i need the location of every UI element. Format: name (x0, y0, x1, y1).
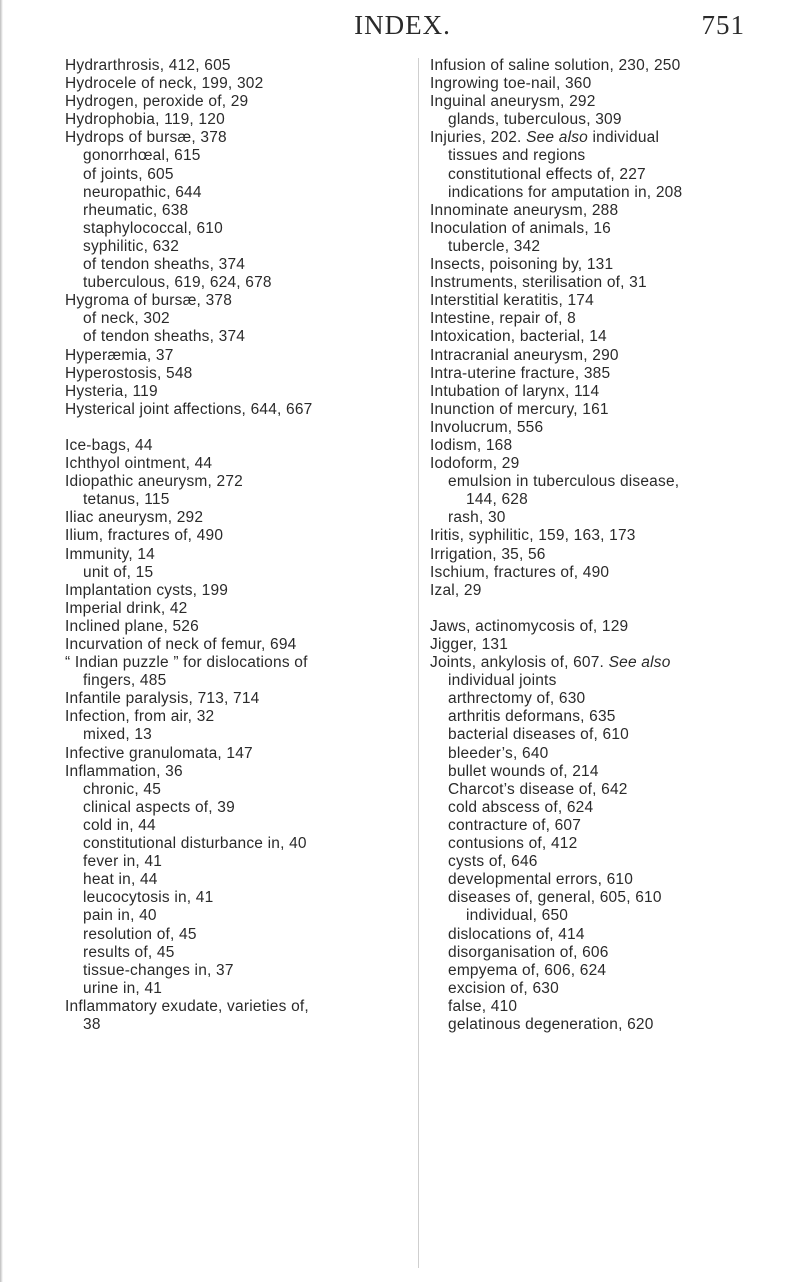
index-entry (430, 437, 770, 455)
section-gap (65, 419, 400, 437)
index-subentry (65, 817, 400, 835)
index-entry (65, 437, 400, 455)
index-subentry (65, 962, 400, 980)
entry-text: Intra-uterine fracture, 385 (430, 364, 611, 382)
entry-text: constitutional effects of, 227 (448, 165, 646, 183)
see-also-reference: See also (526, 129, 588, 147)
entry-text: Infection, from air, 32 (65, 708, 215, 726)
entry-text: results of, 45 (83, 943, 175, 961)
index-subentry (430, 690, 770, 708)
index-subentry (430, 817, 770, 835)
index-entry (430, 328, 770, 346)
index-entry (65, 111, 400, 129)
entry-text: Hydrocele of neck, 199, 302 (65, 75, 264, 93)
index-subentry (65, 1016, 400, 1034)
entry-text: Ilium, fractures of, 490 (65, 527, 224, 545)
entry-text: indications for amputation in, 208 (448, 183, 683, 201)
entry-text: tuberculous, 619, 624, 678 (83, 274, 272, 292)
entry-text: resolution of, 45 (83, 925, 197, 943)
page-title: INDEX. (354, 10, 451, 40)
entry-text: Hydrophobia, 119, 120 (65, 111, 225, 129)
entry-text: Hysteria, 119 (65, 382, 158, 400)
index-entry (430, 365, 770, 383)
index-entry (65, 365, 400, 383)
index-entry (430, 383, 770, 401)
index-entry (65, 600, 400, 618)
entry-text: Hydrarthrosis, 412, 605 (65, 57, 231, 74)
index-entry (65, 129, 400, 147)
page-number: 751 (701, 10, 745, 40)
index-entry (430, 419, 770, 437)
index-entry (65, 383, 400, 401)
entry-text: Ingrowing toe-nail, 360 (430, 75, 592, 93)
entry-text: 144, 628 (466, 491, 528, 509)
entry-text: tubercle, 342 (448, 237, 541, 255)
section-gap (430, 600, 770, 618)
index-subentry (430, 473, 770, 491)
index-subentry (65, 889, 400, 907)
entry-text: Irrigation, 35, 56 (430, 545, 546, 563)
entry-text: empyema of, 606, 624 (448, 961, 607, 979)
entry-text: neuropathic, 644 (83, 183, 202, 201)
index-subentry (430, 781, 770, 799)
entry-text: tissues and regions (448, 147, 586, 165)
index-subentry (65, 781, 400, 799)
entry-text: Jaws, actinomycosis of, 129 (430, 617, 629, 635)
index-subentry (430, 491, 770, 509)
index-subentry (430, 726, 770, 744)
index-subentry (430, 509, 770, 527)
index-subentry (430, 799, 770, 817)
entry-text: Incurvation of neck of femur, 694 (65, 636, 297, 653)
entry-text: excision of, 630 (448, 979, 559, 997)
entry-text: Idiopathic aneurysm, 272 (65, 473, 243, 491)
index-subentry (65, 310, 400, 328)
entry-text: Iliac aneurysm, 292 (65, 509, 204, 527)
index-entry (65, 401, 400, 419)
index-subentry (430, 147, 770, 165)
index-entry (430, 274, 770, 292)
entry-text: fever in, 41 (83, 853, 163, 871)
entry-text: Joints, ankylosis of, 607. (430, 654, 605, 672)
index-entry (430, 564, 770, 582)
index-subentry (65, 274, 400, 292)
index-subentry (430, 763, 770, 781)
index-subentry (430, 166, 770, 184)
index-entry (65, 347, 400, 365)
index-subentry (65, 907, 400, 925)
index-entry (65, 998, 400, 1016)
index-entry (65, 292, 400, 310)
entry-text: of joints, 605 (83, 165, 174, 183)
entry-text: Inguinal aneurysm, 292 (430, 93, 596, 111)
entry-text: Infective granulomata, 147 (65, 744, 253, 762)
index-column-left (65, 57, 400, 1034)
index-subentry (430, 835, 770, 853)
index-entry (430, 220, 770, 238)
entry-text: Ichthyol ointment, 44 (65, 455, 213, 473)
entry-text: Inflammatory exudate, varieties of, (65, 997, 309, 1015)
page-header (60, 10, 745, 46)
index-subentry (430, 1016, 770, 1034)
entry-text: gonorrhœal, 615 (83, 147, 201, 165)
index-subentry (65, 147, 400, 165)
index-subentry (65, 944, 400, 962)
entry-text: Hyperæmia, 37 (65, 346, 174, 364)
entry-text: of tendon sheaths, 374 (83, 256, 246, 274)
index-entry (430, 455, 770, 473)
entry-text: Immunity, 14 (65, 545, 155, 563)
index-subentry (430, 111, 770, 129)
see-also-reference: See also (608, 654, 671, 672)
entry-text: tissue-changes in, 37 (83, 961, 234, 979)
index-subentry (430, 980, 770, 998)
index-entry (430, 546, 770, 564)
index-entry (430, 129, 770, 147)
entry-text: heat in, 44 (83, 871, 158, 889)
index-entry (430, 401, 770, 419)
index-subentry (65, 835, 400, 853)
entry-text: Hydrops of bursæ, 378 (65, 129, 227, 147)
entry-text: Implantation cysts, 199 (65, 581, 229, 599)
index-entry (65, 527, 400, 545)
index-subentry (430, 238, 770, 256)
index-subentry (65, 726, 400, 744)
entry-text: Charcot’s disease of, 642 (448, 780, 628, 798)
entry-text: rheumatic, 638 (83, 201, 189, 219)
index-subentry (65, 799, 400, 817)
index-entry (430, 582, 770, 600)
entry-text: arthrectomy of, 630 (448, 690, 586, 708)
entry-text: developmental errors, 610 (448, 871, 634, 889)
entry-text: Instruments, sterilisation of, 31 (430, 274, 647, 292)
index-entry (65, 690, 400, 708)
index-subentry (65, 184, 400, 202)
entry-text: constitutional disturbance in, 40 (83, 835, 307, 853)
index-subentry (65, 238, 400, 256)
entry-text: bullet wounds of, 214 (448, 762, 599, 780)
entry-text-continued: individual (587, 129, 660, 147)
index-entry (430, 527, 770, 545)
index-entry (430, 654, 770, 672)
index-subentry (430, 871, 770, 889)
entry-text: of tendon sheaths, 374 (83, 328, 246, 346)
entry-text: Intracranial aneurysm, 290 (430, 346, 619, 364)
entry-text: Inflammation, 36 (65, 762, 183, 780)
index-subentry (430, 926, 770, 944)
index-entry (65, 509, 400, 527)
entry-text: diseases of, general, 605, 610 (448, 889, 662, 907)
entry-text: Intoxication, bacterial, 14 (430, 328, 607, 346)
entry-text: individual, 650 (466, 907, 569, 925)
index-entry (430, 292, 770, 310)
index-entry (430, 310, 770, 328)
entry-text: gelatinous degeneration, 620 (448, 1015, 654, 1033)
entry-text: leucocytosis in, 41 (83, 889, 214, 907)
entry-text: urine in, 41 (83, 979, 163, 997)
index-entry (430, 618, 770, 636)
index-subentry (65, 220, 400, 238)
column-divider (418, 58, 419, 1268)
index-entry (430, 347, 770, 365)
index-entry (65, 708, 400, 726)
entry-text: Innominate aneurysm, 288 (430, 201, 619, 219)
index-subentry (65, 871, 400, 889)
entry-text: Interstitial keratitis, 174 (430, 292, 594, 310)
index-entry (65, 473, 400, 491)
index-subentry (65, 926, 400, 944)
entry-text: fingers, 485 (83, 672, 167, 690)
index-entry (65, 546, 400, 564)
entry-text: clinical aspects of, 39 (83, 798, 235, 816)
entry-text: Hydrogen, peroxide of, 29 (65, 93, 249, 111)
entry-text: dislocations of, 414 (448, 925, 585, 943)
page-edge-shadow (0, 0, 3, 1282)
index-entry (430, 57, 770, 75)
entry-text: individual joints (448, 672, 557, 690)
entry-text: Infusion of saline solution, 230, 250 (430, 57, 681, 74)
index-subentry (65, 166, 400, 184)
entry-text: Iritis, syphilitic, 159, 163, 173 (430, 527, 636, 545)
index-subentry (430, 907, 770, 925)
index-subentry (65, 853, 400, 871)
index-subentry (65, 328, 400, 346)
entry-text: Intestine, repair of, 8 (430, 310, 576, 328)
index-entry (65, 618, 400, 636)
index-subentry (430, 672, 770, 690)
entry-text: Involucrum, 556 (430, 418, 544, 436)
index-entry (65, 763, 400, 781)
index-subentry (65, 564, 400, 582)
entry-text: cold in, 44 (83, 816, 156, 834)
entry-text: Hysterical joint affections, 644, 667 (65, 400, 313, 418)
index-entry (65, 93, 400, 111)
index-column-right (430, 57, 770, 1034)
index-entry (65, 455, 400, 473)
index-subentry (430, 708, 770, 726)
entry-text: arthritis deformans, 635 (448, 708, 616, 726)
entry-text: cysts of, 646 (448, 853, 538, 871)
entry-text: unit of, 15 (83, 563, 154, 581)
entry-text: cold abscess of, 624 (448, 798, 594, 816)
entry-text: Injuries, 202. (430, 129, 522, 147)
entry-text: syphilitic, 632 (83, 237, 180, 255)
index-subentry (65, 491, 400, 509)
index-entry (65, 745, 400, 763)
index-subentry (65, 256, 400, 274)
index-subentry (65, 980, 400, 998)
entry-text: rash, 30 (448, 509, 506, 527)
entry-text: Inunction of mercury, 161 (430, 400, 609, 418)
entry-text: Insects, poisoning by, 131 (430, 256, 614, 274)
entry-text: contusions of, 412 (448, 835, 578, 853)
entry-text: false, 410 (448, 997, 518, 1015)
entry-text: mixed, 13 (83, 726, 152, 744)
index-entry (65, 57, 400, 75)
index-subentry (430, 745, 770, 763)
index-subentry (65, 202, 400, 220)
entry-text: pain in, 40 (83, 907, 157, 925)
entry-text: chronic, 45 (83, 780, 162, 798)
entry-text: Iodoform, 29 (430, 455, 520, 473)
entry-text: Iodism, 168 (430, 436, 513, 454)
entry-text: Hygroma of bursæ, 378 (65, 292, 233, 310)
index-subentry (430, 853, 770, 871)
index-subentry (430, 889, 770, 907)
index-entry (65, 75, 400, 93)
entry-text: bleeder’s, 640 (448, 744, 549, 762)
index-subentry (430, 962, 770, 980)
index-subentry (430, 944, 770, 962)
index-subentry (430, 184, 770, 202)
index-entry (430, 75, 770, 93)
index-entry (430, 202, 770, 220)
entry-text: of neck, 302 (83, 310, 170, 328)
index-entry (65, 654, 400, 672)
entry-text: Imperial drink, 42 (65, 599, 188, 617)
entry-text: Izal, 29 (430, 581, 482, 599)
index-entry (430, 93, 770, 111)
entry-text: disorganisation of, 606 (448, 943, 609, 961)
entry-text: Jigger, 131 (430, 636, 509, 653)
entry-text: “ Indian puzzle ” for dislocations of (65, 654, 308, 672)
index-subentry (430, 998, 770, 1016)
entry-text: Inoculation of animals, 16 (430, 219, 611, 237)
entry-text: Ischium, fractures of, 490 (430, 563, 610, 581)
index-entry (430, 636, 770, 654)
entry-text: Ice-bags, 44 (65, 436, 153, 454)
entry-text: emulsion in tuberculous disease, (448, 473, 680, 491)
index-entry (65, 582, 400, 600)
index-subentry (65, 672, 400, 690)
entry-text: glands, tuberculous, 309 (448, 111, 622, 129)
entry-text: Inclined plane, 526 (65, 617, 199, 635)
entry-text: tetanus, 115 (83, 491, 170, 509)
index-entry (430, 256, 770, 274)
entry-text: staphylococcal, 610 (83, 219, 223, 237)
index-entry (65, 636, 400, 654)
entry-text: 38 (83, 1015, 101, 1033)
entry-text: Infantile paralysis, 713, 714 (65, 690, 260, 708)
entry-text: Hyperostosis, 548 (65, 364, 193, 382)
entry-text: bacterial diseases of, 610 (448, 726, 629, 744)
entry-text: Intubation of larynx, 114 (430, 382, 600, 400)
entry-text: contracture of, 607 (448, 816, 582, 834)
